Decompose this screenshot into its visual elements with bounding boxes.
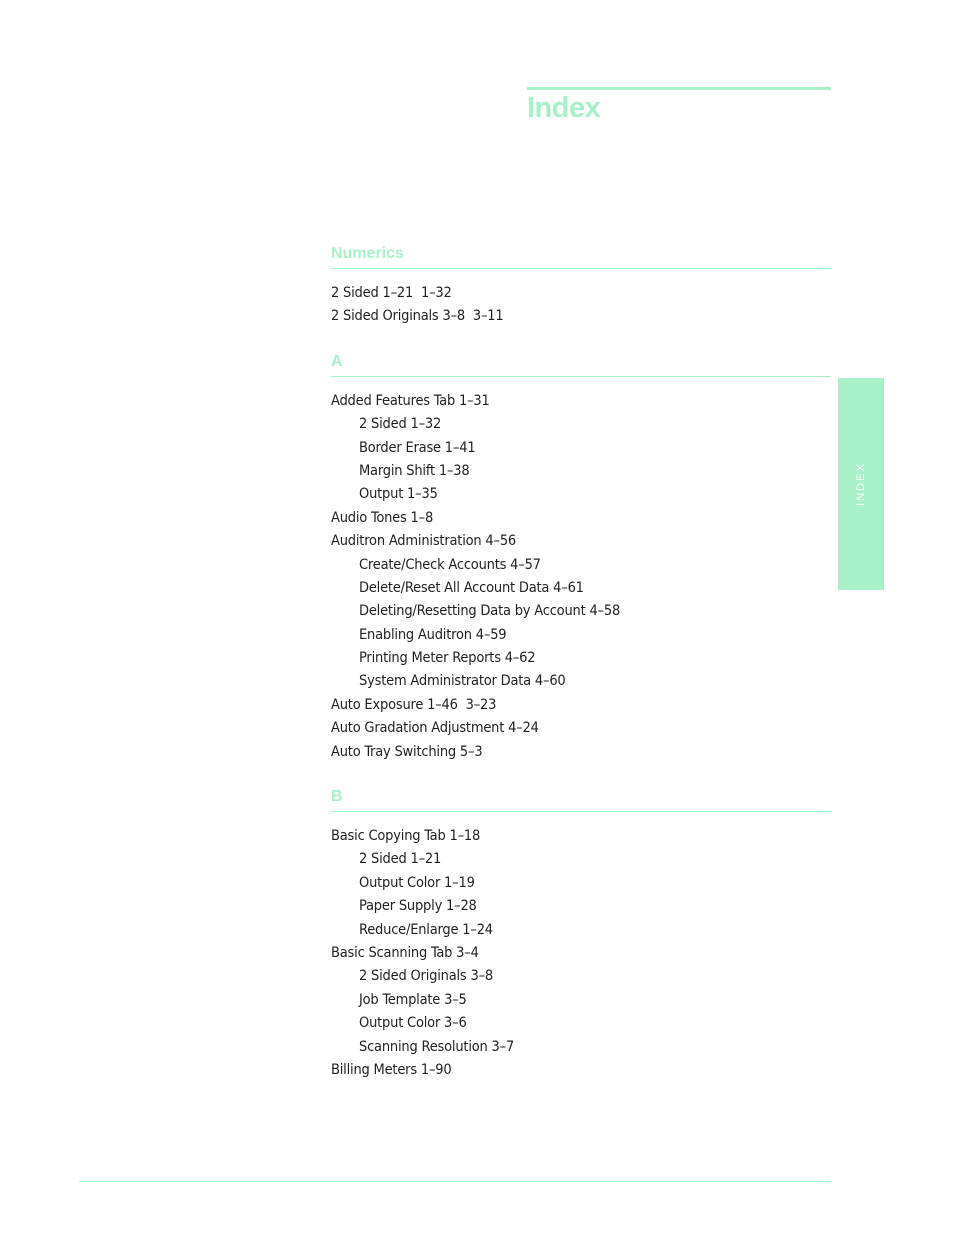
index-entry: 2 Sided Originals 3–8 3–11 [331,308,504,325]
index-section [331,786,831,1082]
index-list [331,243,831,1082]
page-title: Index [527,92,601,124]
index-entry: Added Features Tab 1–31 [331,392,490,409]
index-subentry: Margin Shift 1–38 [359,462,470,479]
index-section [331,243,831,351]
index-entry: Auditron Administration 4–56 [331,533,517,550]
index-entry: Basic Scanning Tab 3–4 [331,944,479,961]
index-subentry: Scanning Resolution 3–7 [359,1038,515,1055]
index-subentry: Reduce/Enlarge 1–24 [359,921,493,938]
section-heading: A [331,351,831,377]
index-subentry: Create/Check Accounts 4–57 [359,556,541,573]
title-rule [527,87,831,90]
section-heading: B [331,786,831,812]
index-subentry: 2 Sided 1–32 [359,416,442,433]
index-subentry: Output Color 3–6 [359,1015,467,1032]
index-entry: 2 Sided 1–21 1–32 [331,285,452,301]
index-entry: Auto Gradation Adjustment 4–24 [331,720,539,737]
index-entry: Audio Tones 1–8 [331,509,434,526]
index-subentry: Deleting/Resetting Data by Account 4–58 [359,603,621,620]
index-subentry: Printing Meter Reports 4–62 [359,650,536,667]
index-subentry: System Administrator Data 4–60 [359,673,566,690]
index-subentry: 2 Sided 1–21 [359,851,442,868]
footer-rule [79,1181,831,1182]
section-heading: Numerics [331,243,831,269]
index-entry: Basic Copying Tab 1–18 [331,828,481,845]
index-subentry: Border Erase 1–41 [359,439,476,456]
side-tab [838,378,884,590]
index-subentry: 2 Sided Originals 3–8 [359,968,493,985]
side-tab-label: INDEX [855,462,867,506]
index-subentry: Output 1–35 [359,486,438,503]
index-entry: Billing Meters 1–90 [331,1061,452,1078]
index-entry: Auto Exposure 1–46 3–23 [331,696,497,713]
index-subentry: Paper Supply 1–28 [359,898,477,915]
index-entry: Auto Tray Switching 5–3 [331,743,483,760]
index-subentry: Output Color 1–19 [359,874,475,891]
index-section [331,351,831,786]
index-subentry: Job Template 3–5 [359,991,467,1008]
index-subentry: Delete/Reset All Account Data 4–61 [359,579,584,596]
index-subentry: Enabling Auditron 4–59 [359,626,507,643]
